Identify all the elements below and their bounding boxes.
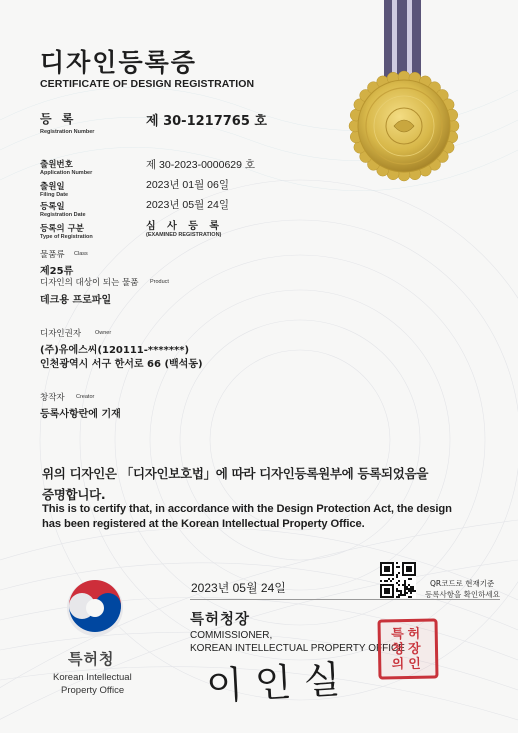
registration-type-label: 등록의 구분 xyxy=(40,224,85,234)
official-seal xyxy=(377,618,438,679)
document-subtitle: CERTIFICATE OF DESIGN REGISTRATION xyxy=(40,78,255,90)
creator-label-en: Creator xyxy=(76,394,95,400)
registration-label-en: Registration Number xyxy=(40,129,95,135)
class-value: 제25류 xyxy=(40,266,74,277)
filing-date-label-en: Filing Date xyxy=(40,192,69,198)
application-number-value: 제 30-2023-0000629 호 xyxy=(146,159,256,171)
registration-type-label-en: Type of Registration xyxy=(40,234,93,240)
commissioner-title: 특허청장 xyxy=(190,612,251,628)
registration-type-value: 심 사 등 록 xyxy=(146,221,224,232)
registration-date-label: 등록일 xyxy=(40,202,65,212)
divider-line xyxy=(190,599,500,600)
commissioner-en-line2: KOREAN INTELLECTUAL PROPERTY OFFICE xyxy=(190,643,405,654)
seal-text-line: 청장 xyxy=(391,641,425,657)
class-label: 물품류 xyxy=(40,250,65,260)
owner-label: 디자인권자 xyxy=(40,329,82,339)
product-label-en: Product xyxy=(150,279,169,285)
commissioner-en-line1: COMMISSIONER, xyxy=(190,630,273,641)
product-value: 데크용 프로파일 xyxy=(40,295,112,306)
seal-text-line: 특허 xyxy=(391,626,425,642)
gold-seal-icon xyxy=(344,66,464,186)
application-number-label-en: Application Number xyxy=(40,170,93,176)
certification-en-line2: has been registered at the Korean Intellectual Property Office. xyxy=(42,518,365,530)
kipo-logo-en-line1: Korean Intellectual xyxy=(53,672,132,683)
owner-address: 인천광역시 서구 한서로 66 (백석동) xyxy=(40,359,203,370)
kipo-logo-en-line2: Property Office xyxy=(61,685,125,696)
owner-name: (주)유에스씨(120111-*******) xyxy=(40,345,190,356)
product-label: 디자인의 대상이 되는 물품 xyxy=(40,278,139,288)
application-number-label: 출원번호 xyxy=(40,160,73,170)
registration-label: 등 록 xyxy=(40,112,77,126)
owner-label-en: Owner xyxy=(95,330,112,336)
registration-date-value: 2023년 05월 24일 xyxy=(146,199,229,211)
issue-date: 2023년 05월 24일 xyxy=(191,581,286,595)
qr-note-line2: 등록사항을 확인하세요 xyxy=(425,590,500,599)
kipo-logo-text: 특허청 xyxy=(68,650,115,668)
filing-date-value: 2023년 01월 06일 xyxy=(146,179,229,191)
registration-date-label-en: Registration Date xyxy=(40,212,86,218)
filing-date-label: 출원일 xyxy=(40,182,65,192)
certification-en-line1: This is to certify that, in accordance with the Design Protection Act, the design xyxy=(42,503,452,515)
kipo-logo-icon xyxy=(63,576,127,640)
registration-type-value-en: (EXAMINED REGISTRATION) xyxy=(146,232,222,238)
qr-code-icon[interactable] xyxy=(380,562,416,598)
certification-ko-line1: 위의 디자인은 「디자인보호법」에 따라 디자인등록원부에 등록되었음을 xyxy=(42,466,429,481)
document-title: 디자인등록증 xyxy=(40,48,197,77)
class-label-en: Class xyxy=(74,251,88,257)
qr-note-line1: QR코드로 현재기준 xyxy=(430,579,495,588)
creator-value: 등록사항란에 기재 xyxy=(40,409,121,420)
seal-text-line: 의인 xyxy=(391,656,425,672)
commissioner-signature: 이 인 실 xyxy=(205,657,342,709)
registration-number: 제 30-1217765 호 xyxy=(146,114,267,129)
creator-label: 창작자 xyxy=(40,393,65,403)
certification-ko-line2: 증명합니다. xyxy=(42,487,106,502)
